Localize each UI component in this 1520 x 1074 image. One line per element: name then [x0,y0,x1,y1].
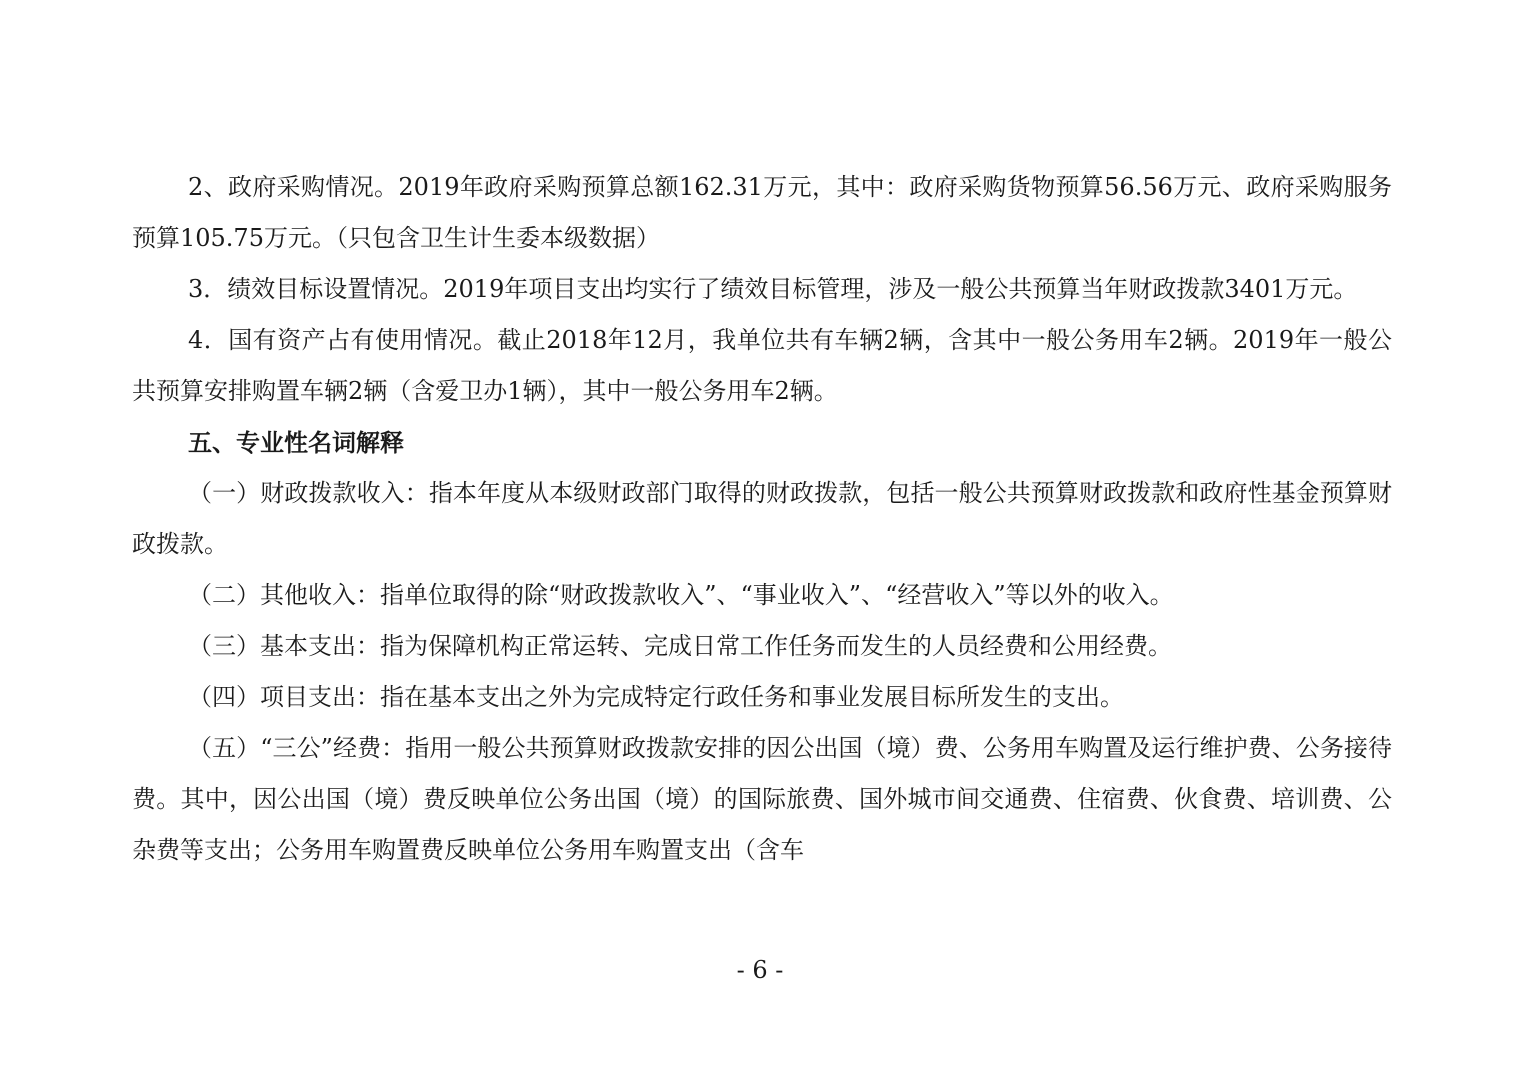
paragraph-term-project-expenditure: （四）项目支出：指在基本支出之外为完成特定行政任务和事业发展目标所发生的支出。 [188,683,1124,711]
paragraph-term-basic-expenditure: （三）基本支出：指为保障机构正常运转、完成日常工作任务而发生的人员经费和公用经费。 [188,632,1172,660]
paragraph-state-assets: 4．国有资产占有使用情况。截止2018年12月，我单位共有车辆2辆，含其中一般公务用车2辆。2019年一般公共预算安排购置车辆2辆（含爱卫办1辆），其中一般公务用车2辆。 [132,326,1392,405]
section-heading-terms: 五、专业性名词解释 [188,428,404,457]
paragraph-government-procurement: 2、政府采购情况。2019年政府采购预算总额162.31万元，其中：政府采购货物预算56.56万元、政府采购服务预算105.75万元。（只包含卫生计生委本级数据） [132,173,1392,252]
paragraph-term-three-public: （五）“三公”经费：指用一般公共预算财政拨款安排的因公出国（境）费、公务用车购置及运行维护费、公务接待费。其中，因公出国（境）费反映单位公务出国（境）的国际旅费、国外城市间交通费、住宿费、伙食费、培训费、公杂费等支出；公务用车购置费反映单位公务用车购置支出（含车 [132,734,1392,864]
paragraph-performance-targets: 3．绩效目标设置情况。2019年项目支出均实行了绩效目标管理，涉及一般公共预算当年财政拨款3401万元。 [188,275,1358,303]
document-body [132,162,1392,876]
page-number: - 6 - [736,956,784,984]
paragraph-term-other-income: （二）其他收入：指单位取得的除“财政拨款收入”、“事业收入”、“经营收入”等以外的收入。 [188,581,1174,609]
paragraph-term-fiscal-income: （一）财政拨款收入：指本年度从本级财政部门取得的财政拨款，包括一般公共预算财政拨款和政府性基金预算财政拨款。 [132,479,1392,558]
